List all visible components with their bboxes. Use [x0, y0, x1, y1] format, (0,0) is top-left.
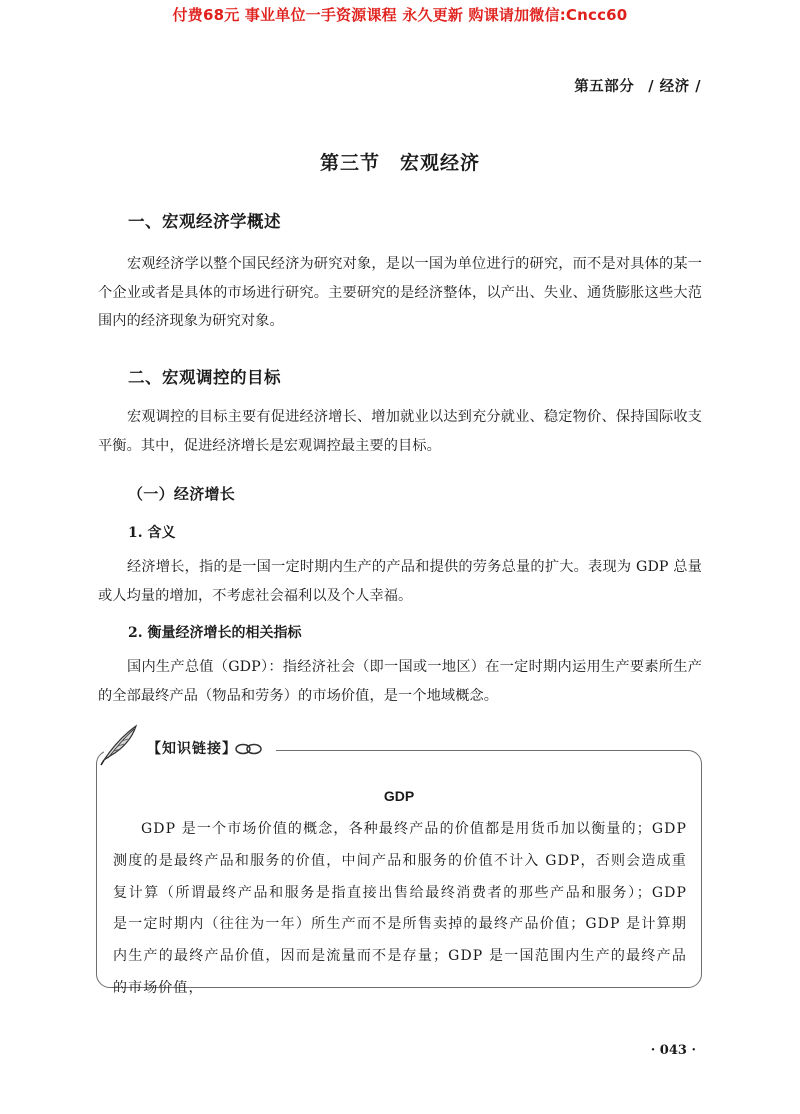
paragraph-gdp-definition: 国内生产总值（GDP）：指经济社会（即一国或一地区）在一定时期内运用生产要素所生产的全部最终产品（物品和劳务）的市场价值，是一个地域概念。 — [98, 659, 702, 704]
paragraph-macroeconomics-overview: 宏观经济学以整个国民经济为研究对象，是以一国为单位进行的研究，而不是对具体的某一个企业或者是具体的市场进行研究。主要研究的是经济整体，以产出、失业、通货膨胀这些大范围内的经济现象为研究对象。 — [98, 256, 702, 329]
knowledge-link-text: GDP 是一个市场价值的概念，各种最终产品的价值都是用货币加以衡量的；GDP 测度的是最终产品和服务的价值，中间产品和服务的价值不计入 GDP，否则会造成重复计算（所谓最终产品和服务是指直接出售给最终消费者的那些产品和服务）；GDP 是一定时期内（往往为一年）所生产而不是所售卖掉的最终产品价值；GDP 是计算期内生产的最终产品价值，因而是流量而不是存量；GDP 是一国范围内生产的最终产品的市场价值， — [113, 821, 687, 996]
running-head-part: 第五部分 — [574, 78, 635, 95]
item-heading-meaning: 1. 含义 — [128, 525, 176, 541]
knowledge-link-label: 【知识链接】 — [147, 741, 237, 757]
heading-macroeconomics-overview: 一、宏观经济学概述 — [128, 212, 281, 231]
section-title: 第三节 宏观经济 — [319, 152, 480, 174]
watermark-banner: 付费68元 事业单位一手资源课程 永久更新 购课请加微信:Cncc60 — [172, 6, 628, 24]
running-head — [574, 75, 701, 96]
page-number: · 043 · — [650, 1043, 696, 1058]
chain-link-icon — [234, 741, 264, 757]
running-head-subject: / 经济 / — [648, 78, 701, 95]
paragraph-meaning: 经济增长，指的是一国一定时期内生产的产品和提供的劳务总量的扩大。表现为 GDP 总量或人均量的增加，不考虑社会福利以及个人幸福。 — [98, 559, 702, 604]
heading-macro-control-goals: 二、宏观调控的目标 — [128, 368, 281, 387]
subheading-economic-growth: （一）经济增长 — [128, 485, 236, 503]
quill-icon — [98, 722, 140, 766]
knowledge-link-title: GDP — [383, 788, 415, 804]
item-heading-indicators: 2. 衡量经济增长的相关指标 — [128, 625, 302, 641]
paragraph-macro-control-goals: 宏观调控的目标主要有促进经济增长、增加就业以达到充分就业、稳定物价、保持国际收支平衡。其中，促进经济增长是宏观调控最主要的目标。 — [98, 409, 702, 454]
